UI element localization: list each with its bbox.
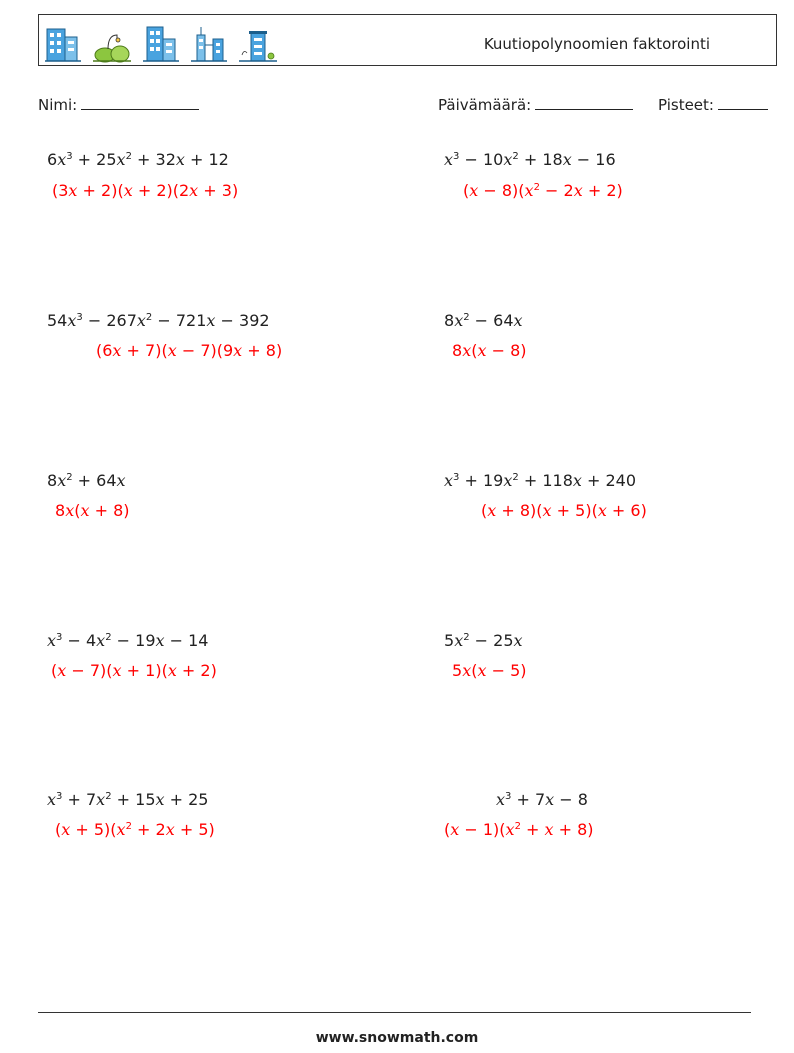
date-blank[interactable] (535, 95, 633, 110)
name-blank[interactable] (81, 95, 199, 110)
problem-4: $8x^2 - 64x$ (444, 311, 523, 330)
header-icons (45, 21, 277, 63)
worksheet-title: Kuutiopolynoomien faktorointi (483, 35, 710, 53)
office-building-icon (143, 23, 179, 63)
worksheet-header (38, 14, 777, 66)
problem-6: $x^3 + 19x^2 + 118x + 240$ (444, 471, 637, 490)
footer-divider (38, 1012, 751, 1013)
score-blank[interactable] (718, 95, 768, 110)
answer-9: $(x + 5)(x^2 + 2x + 5)$ (55, 820, 215, 839)
score-label: Pisteet: (658, 96, 714, 114)
answer-5: 8x(x + 8) (55, 501, 130, 520)
problem-10: $x^3 + 7x - 8$ (496, 790, 588, 809)
city-skyline-icon (191, 23, 227, 63)
problem-1: $6x^3 + 25x^2 + 32x + 12$ (47, 150, 229, 169)
problem-2: $x^3 - 10x^2 + 18x - 16$ (444, 150, 616, 169)
problem-8: $5x^2 - 25x$ (444, 631, 523, 650)
park-icon (93, 23, 131, 63)
problem-9: $x^3 + 7x^2 + 15x + 25$ (47, 790, 209, 809)
name-field (38, 95, 199, 114)
answer-10: $(x - 1)(x^2 + x + 8)$ (444, 820, 594, 839)
name-label: Nimi: (38, 96, 78, 114)
answer-6: (x + 8)(x + 5)(x + 6) (481, 501, 647, 520)
footer-url: www.snowmath.com (315, 1030, 479, 1046)
problem-3: $54x^3 - 267x^2 - 721x - 392$ (47, 311, 270, 330)
answer-3: (6x + 7)(x − 7)(9x + 8) (96, 341, 283, 360)
date-field (438, 95, 633, 114)
answer-8: 5x(x − 5) (452, 661, 527, 680)
answer-4: 8x(x − 8) (452, 341, 527, 360)
answer-2: $(x - 8)(x^2 - 2x + 2)$ (463, 181, 623, 200)
building-icon (45, 23, 81, 63)
score-field (658, 95, 768, 114)
answer-1: (3x + 2)(x + 2)(2x + 3) (52, 181, 239, 200)
house-building-icon (239, 23, 277, 63)
date-label: Päivämäärä: (438, 96, 532, 114)
problem-5: $8x^2 + 64x$ (47, 471, 126, 490)
answer-7: (x − 7)(x + 1)(x + 2) (51, 661, 217, 680)
problem-7: $x^3 - 4x^2 - 19x - 14$ (47, 631, 209, 650)
